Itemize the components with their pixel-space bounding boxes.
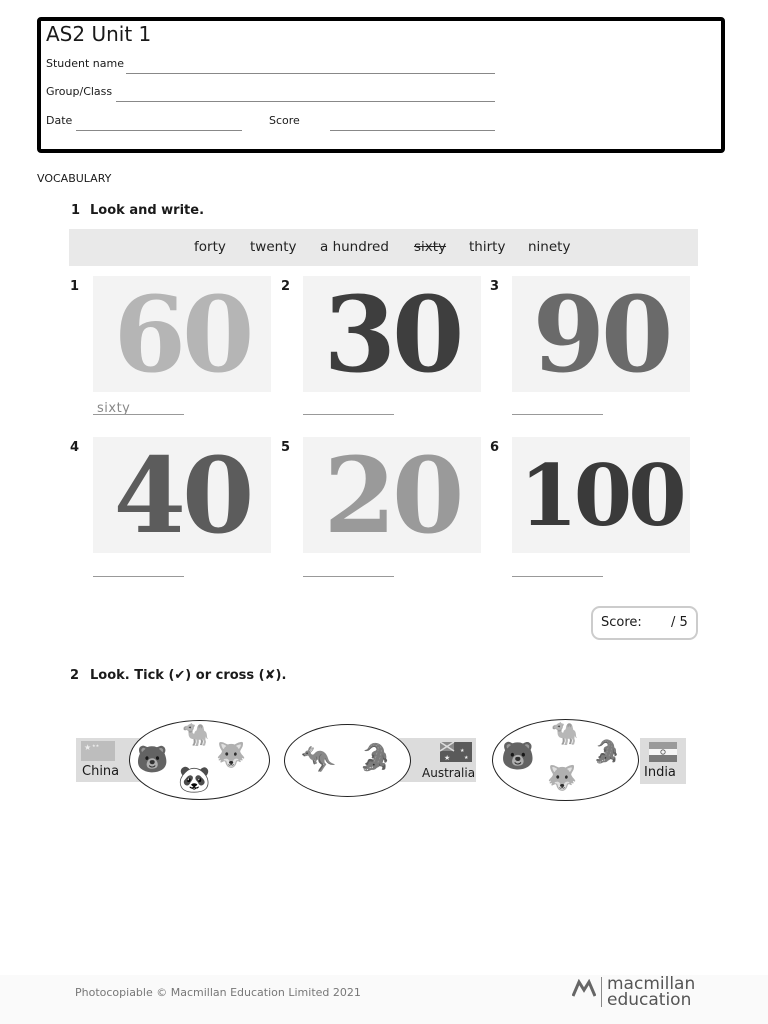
- q2-number: 2: [70, 668, 80, 683]
- india-label-box: [640, 738, 686, 784]
- group-class-field[interactable]: [116, 101, 495, 102]
- india-flag-icon: [649, 742, 677, 762]
- q1-number: 1: [71, 203, 81, 218]
- word-bank: [69, 229, 698, 266]
- australia-flag-icon: [440, 742, 472, 762]
- svg-text:★: ★: [84, 743, 92, 752]
- crocodile-icon: 🐊: [359, 743, 392, 773]
- number-card: 30: [303, 276, 481, 392]
- item-number: 3: [490, 279, 500, 294]
- country-label: China: [82, 764, 120, 779]
- number-card: 40: [93, 437, 271, 553]
- item-number: 5: [281, 440, 291, 455]
- svg-text:★: ★: [444, 754, 451, 762]
- date-label: Date: [46, 114, 73, 127]
- answer-line[interactable]: [93, 576, 184, 577]
- word-bank-item-crossed: sixty: [414, 239, 447, 255]
- example-answer: sixty: [97, 401, 131, 416]
- answer-line[interactable]: [303, 414, 394, 415]
- item-number: 2: [281, 279, 291, 294]
- q1-instruction: Look and write.: [90, 203, 205, 218]
- student-name-field[interactable]: [126, 73, 495, 74]
- number-card: 90: [512, 276, 690, 392]
- group-class-label: Group/Class: [46, 85, 113, 98]
- word-bank-item: a hundred: [320, 239, 389, 255]
- svg-text:★: ★: [460, 748, 465, 754]
- word-bank-item: forty: [194, 239, 226, 255]
- tick-cross-oval[interactable]: [492, 719, 639, 801]
- word-bank-item: thirty: [469, 239, 506, 255]
- logo-divider: [601, 977, 602, 1007]
- answer-line[interactable]: [512, 414, 603, 415]
- section-heading: VOCABULARY: [37, 172, 112, 185]
- item-number: 1: [70, 279, 80, 294]
- camel-icon: 🐪: [182, 723, 210, 748]
- score-box: [591, 606, 698, 640]
- number-card: 60: [93, 276, 271, 392]
- svg-text:★★: ★★: [92, 743, 100, 748]
- score-box-total: / 5: [671, 615, 688, 630]
- item-number: 6: [490, 440, 500, 455]
- number-card: 100: [512, 437, 690, 553]
- number-card: 20: [303, 437, 481, 553]
- date-field[interactable]: [76, 130, 242, 131]
- score-label: Score: [269, 114, 300, 127]
- student-name-label: Student name: [46, 57, 124, 70]
- answer-line[interactable]: [512, 576, 603, 577]
- camel-icon: 🐪: [551, 722, 579, 747]
- item-number: 4: [70, 440, 80, 455]
- answer-line[interactable]: [93, 414, 184, 415]
- kangaroo-icon: 🦘: [301, 743, 336, 776]
- answer-line[interactable]: [303, 576, 394, 577]
- bear-icon: 🐻: [501, 741, 535, 772]
- panda-icon: 🐼: [178, 765, 211, 795]
- tick-cross-oval[interactable]: [129, 720, 270, 800]
- copyright-text: Photocopiable © Macmillan Education Limited 2021: [75, 986, 361, 999]
- wolf-icon: 🐺: [216, 741, 246, 769]
- score-box-label: Score:: [601, 615, 642, 630]
- country-label: Australia: [422, 766, 476, 780]
- svg-text:★: ★: [464, 755, 469, 761]
- china-flag-icon: [81, 741, 115, 761]
- page-title: AS2 Unit 1: [46, 22, 152, 46]
- score-field[interactable]: [330, 130, 495, 131]
- macmillan-logo-icon: [572, 979, 596, 997]
- q2-instruction: Look. Tick (✔) or cross (✘).: [90, 668, 287, 683]
- crocodile-icon: 🐊: [593, 740, 621, 765]
- country-label: India: [644, 765, 676, 780]
- wolf-icon: 🐺: [547, 764, 577, 792]
- word-bank-item: twenty: [250, 239, 297, 255]
- tick-cross-oval[interactable]: [284, 724, 411, 797]
- word-bank-item: ninety: [528, 239, 571, 255]
- brand-line-1: macmillan: [607, 974, 696, 994]
- bear-icon: 🐻: [136, 745, 169, 775]
- brand-line-2: education: [607, 990, 692, 1010]
